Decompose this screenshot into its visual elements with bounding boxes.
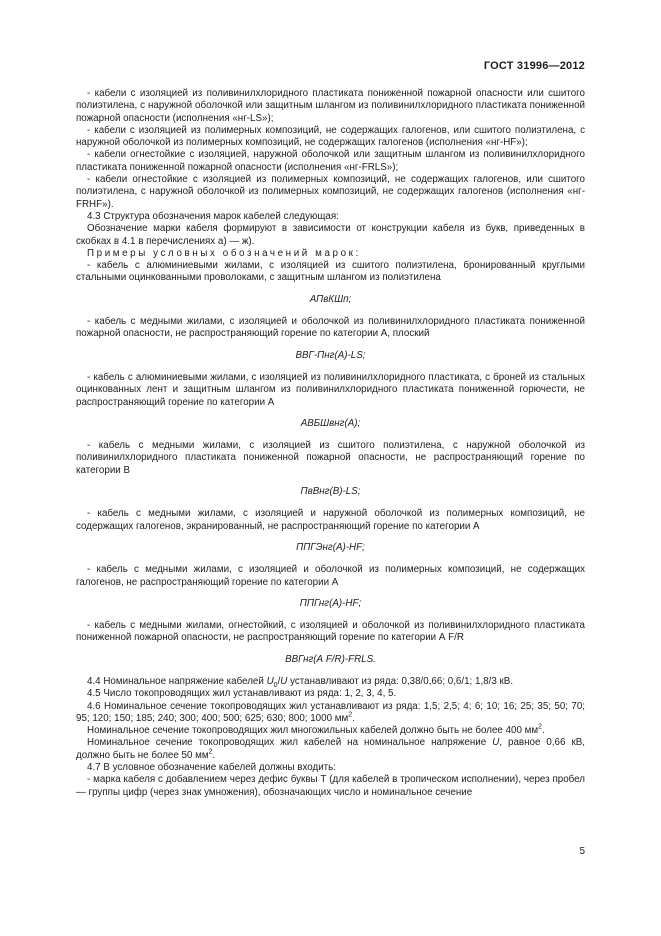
paragraph: - кабели огнестойкие с изоляцией, наружной оболочкой или защитным шлангом из поливинилхлоридного пластиката пониженной пожарной опасности (исполнения «нг-FRLS»); [76,149,585,173]
paragraph-4-6: 4.6 Номинальное сечение токопроводящих жил устанавливают из ряда: 1,5; 2,5; 4; 6; 10; 16; 25; 35; 50; 70; 95; 120; 150; 185; 240; 300; 400; 500; 625; 630; 800; 1000 $мм^2$. [76,700,585,724]
paragraph-4-5: 4.5 Число токопроводящих жил устанавливают из ряда: 1, 2, 3, 4, 5. [87,688,397,700]
paragraph: - кабель с медными жилами, с изоляцией из сшитого полиэтилена, с наружной оболочкой из поливинилхлоридного пластиката пониженной пожарной опасности, не распространяющий горение по категории В [76,440,585,476]
paragraph: 4.3 Структура обозначения марок кабелей следующая: [87,210,339,222]
paragraph-066kv-section: Номинальное сечение токопроводящих жил кабелей на номинальное напряжение U, равное 0,66 кВ, должно быть не более 50 $мм^2$. [76,737,585,761]
paragraph-mark-composition: - марка кабеля с добавлением через дефис буквы Т (для кабелей в тропическом исполнении), через пробел — группы цифр (через знак умножения), обозначающих число и номинальное сечение [76,774,585,798]
cable-mark-example: ВВГнг(А F/R)-FRLS. [285,653,376,665]
paragraph: - кабель с медными жилами, с изоляцией и оболочкой из полимерных композиций, не содержащих галогенов, не распространяющий горение по категории А [76,564,585,588]
paragraph: - кабели с изоляцией из поливинилхлоридного пластиката пониженной пожарной опасности или сшитого полиэтилена, с наружной оболочкой или защитным шлангом из поливинилхлоридного пластиката пониженной пожарной опасности (исполнения «нг-LS»); [76,88,585,124]
cable-mark-example: ППГнг(А)-HF; [299,597,362,609]
paragraphs-list [76,88,585,666]
paragraph: - кабель с алюминиевыми жилами, с изоляцией из сшитого полиэтилена, бронированный круглыми стальными оцинкованными проволоками, с защитным шлангом из полиэтилена [76,260,585,284]
document-number: ГОСТ 31996—2012 [483,60,585,72]
cable-mark-example: АПвКШп; [309,293,352,305]
paragraph: Обозначение марки кабеля формируют в зависимости от конструкции кабеля из букв, приведенных в скобках в 4.1 в перечислениях а) — ж). [76,223,585,247]
paragraph: - кабели огнестойкие с изоляцией из полимерных композиций, не содержащих галогенов, или сшитого полиэтилена, с наружной оболочкой из полимерных композиций, не содержащих галогенов (исполнения «нг-FRHF»). [76,174,585,210]
cable-mark-example: ППГЭнг(А)-HF; [296,541,365,553]
paragraph: Примеры условных обозначений марок: [87,247,361,259]
paragraph: - кабель с медными жилами, с изоляцией и наружной оболочкой из полимерных композиций, не содержащих галогенов, экранированный, не распространяющий горение по категории А [76,508,585,532]
paragraph-multicore-section: Номинальное сечение токопроводящих жил многожильных кабелей должно быть не более 400 $мм^2$. [87,723,545,737]
paragraph-4-4: 4.4 Номинальное напряжение кабелей $U_0/U$ устанавливают из ряда: 0,38/0,66; 0,6/1; 1,8/3 кВ. [87,675,514,689]
paragraph: - кабель с алюминиевыми жилами, с изоляцией из поливинилхлоридного пластиката, с броней из стальных оцинкованных лент и защитным шлангом из поливинилхлоридного пластиката пониженной горючести, не распространяющий горение по категории А [76,371,585,408]
paragraph: - кабель с медными жилами, с изоляцией и оболочкой из поливинилхлоридного пластиката пониженной пожарной опасности, не распространяющий горение по категории А, плоский [76,316,585,340]
cable-mark-example: ПвВнг(В)-LS; [300,486,361,498]
cable-mark-example: ВВГ-Пнг(А)-LS; [295,349,366,361]
paragraph-4-7: 4.7 В условное обозначение кабелей должны входить: [87,762,336,774]
cable-mark-example: АВБШвнг(А); [300,417,361,429]
document-body [76,88,585,799]
page-number: 5 [579,846,585,857]
paragraph: - кабели с изоляцией из полимерных композиций, не содержащих галогенов, или сшитого полиэтилена, с наружной оболочкой из полимерных композиций, не содержащих галогенов (исполнения «нг-HF»); [76,124,585,149]
paragraph: - кабель с медными жилами, огнестойкий, с изоляцией и оболочкой из поливинилхлоридного пластиката пониженной пожарной опасности, не распространяющий горение по категории А F/R [76,620,585,644]
